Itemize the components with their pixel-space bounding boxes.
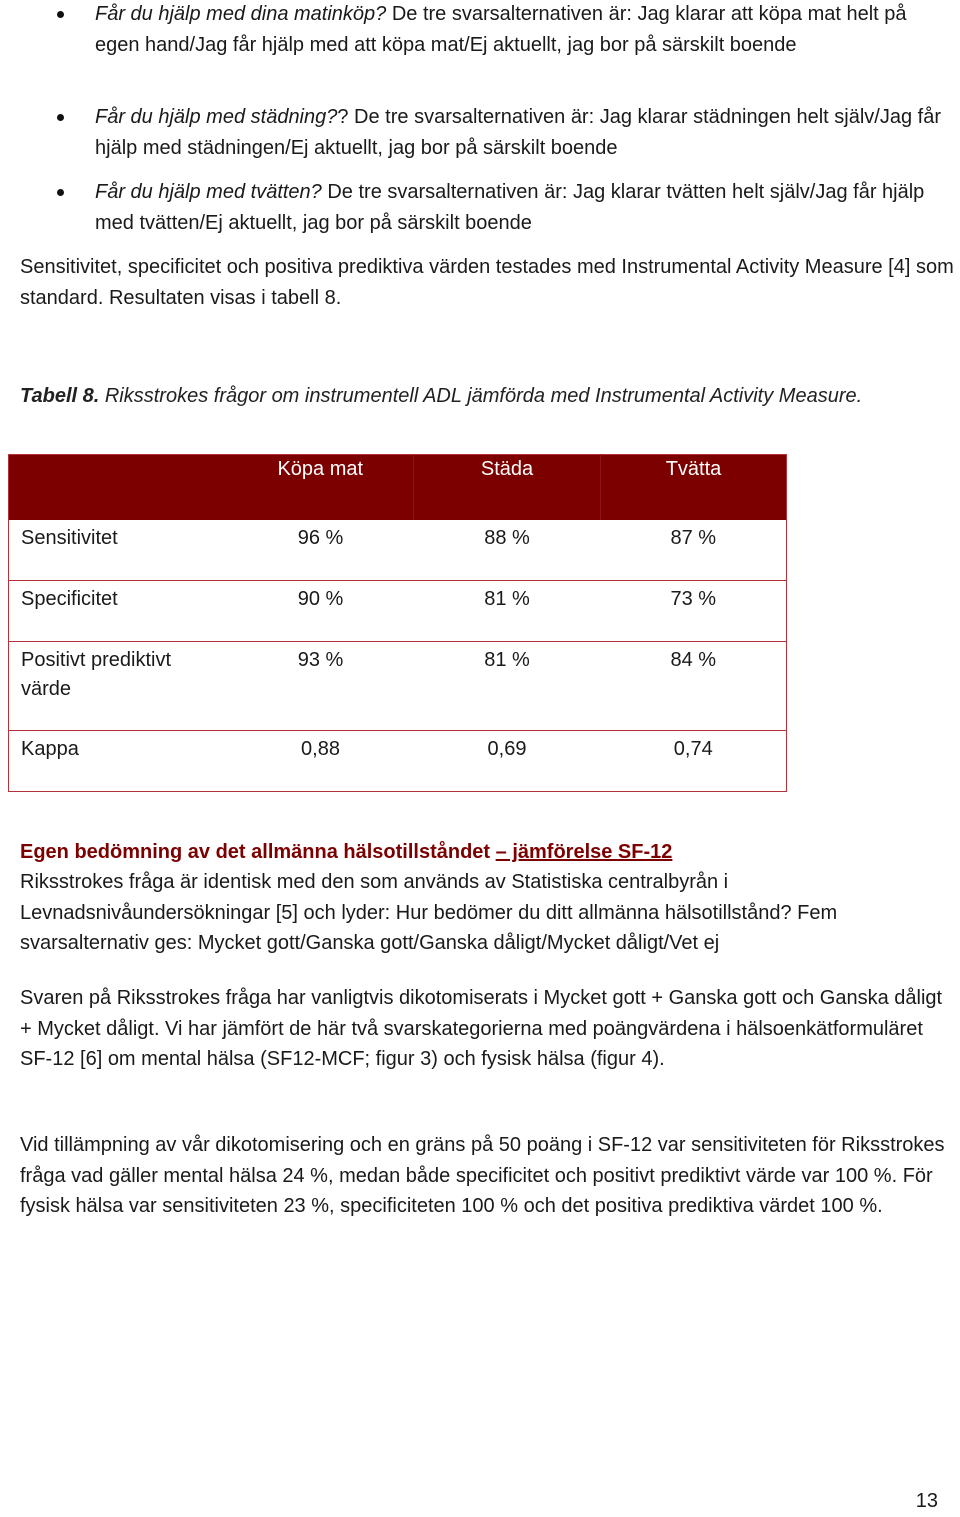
question-text: Får du hjälp med dina matinköp? [95,3,387,25]
table-caption-label: Tabell 8. [20,385,100,407]
table-row [9,520,787,581]
table-header-cell: Köpa mat [228,455,414,521]
table-cell: 88 % [414,520,601,581]
table-header-row [9,455,787,521]
section-heading-sub: – jämförelse SF-12 [495,841,673,863]
table-cell: 81 % [414,642,601,731]
table-header-cell: Tvätta [601,455,787,521]
table-cell: 81 % [414,581,601,642]
table-cell: 90 % [228,581,414,642]
question-text: Får du hjälp med tvätten? [95,181,322,203]
page-number: 13 [915,1490,938,1512]
table-caption-text: Riksstrokes frågor om instrumentell ADL jämförda med Instrumental Activity Measure. [99,385,863,407]
table-cell: 73 % [601,581,787,642]
intro-paragraph: Sensitivitet, specificitet och positiva prediktiva värden testades med Instrumental Activity Measure [4] som standard. Resultaten visas i tabell 8. [20,256,954,309]
body-paragraph: Vid tillämpning av vår dikotomisering och en gräns på 50 poäng i SF-12 var sensitiviteten för Riksstrokes fråga vad gäller mental hälsa 24 %, medan både specificitet och positivt prediktivt värde var 100 %. För fysisk hälsa var sensitiviteten 23 %, specificiteten 100 % och det positiva prediktiva värdet 100 %. [20,1134,945,1217]
body-paragraph: Riksstrokes fråga är identisk med den som används av Statistiska centralbyrån i Levnadsnivåundersökningar [5] och lyder: Hur bedömer du ditt allmänna hälsotillstånd? Fem svarsalternativ ges: Mycket gott/Ganska gott/Ganska dåligt/Mycket dåligt/Vet ej [20,871,838,954]
row-label: Specificitet [9,581,228,642]
table-cell: 96 % [228,520,414,581]
table-header-blank [9,455,228,521]
row-label: Sensitivitet [9,520,228,581]
answer-options-text: De tre svarsalternativen är: Jag klarar att köpa mat helt på egen hand/Jag får hjälp med att köpa mat/Ej aktuellt, jag bor på särskilt boende [95,3,907,56]
row-label: Kappa [9,731,228,792]
table-cell: 84 % [601,642,787,731]
bullet-icon [57,11,64,18]
bullet-icon [57,114,64,121]
section-heading [20,837,672,867]
results-table [8,454,787,792]
table-row [9,731,787,792]
body-paragraph: Svaren på Riksstrokes fråga har vanligtvis dikotomiserats i Mycket gott + Ganska gott och Ganska dåligt + Mycket dåligt. Vi har jämfört de här två svarskategorierna med poängvärdena i hälsoenkätformuläret SF-12 [6] om mental hälsa (SF12-MCF; figur 3) och fysisk hälsa (figur 4). [20,987,943,1070]
question-text: Får du hjälp med städning? [95,106,338,128]
table-row [9,642,787,731]
table-cell: 93 % [228,642,414,731]
answer-options-text: ? De tre svarsalternativen är: Jag klarar städningen helt själv/Jag får hjälp med städningen/Ej aktuellt, jag bor på särskilt boende [95,106,942,159]
table-cell: 87 % [601,520,787,581]
table-cell: 0,74 [601,731,787,792]
table-row [9,581,787,642]
row-label: Positivt prediktivt värde [9,642,228,731]
section-heading-main: Egen bedömning av det allmänna hälsotillståndet [20,841,491,863]
table-cell: 0,88 [228,731,414,792]
bullet-icon [57,189,64,196]
table-header-cell: Städa [414,455,601,521]
answer-options-text: De tre svarsalternativen är: Jag klarar tvätten helt själv/Jag får hjälp med tvätten/Ej aktuellt, jag bor på särskilt boende [95,181,925,234]
table-caption [20,381,920,411]
table-cell: 0,69 [414,731,601,792]
